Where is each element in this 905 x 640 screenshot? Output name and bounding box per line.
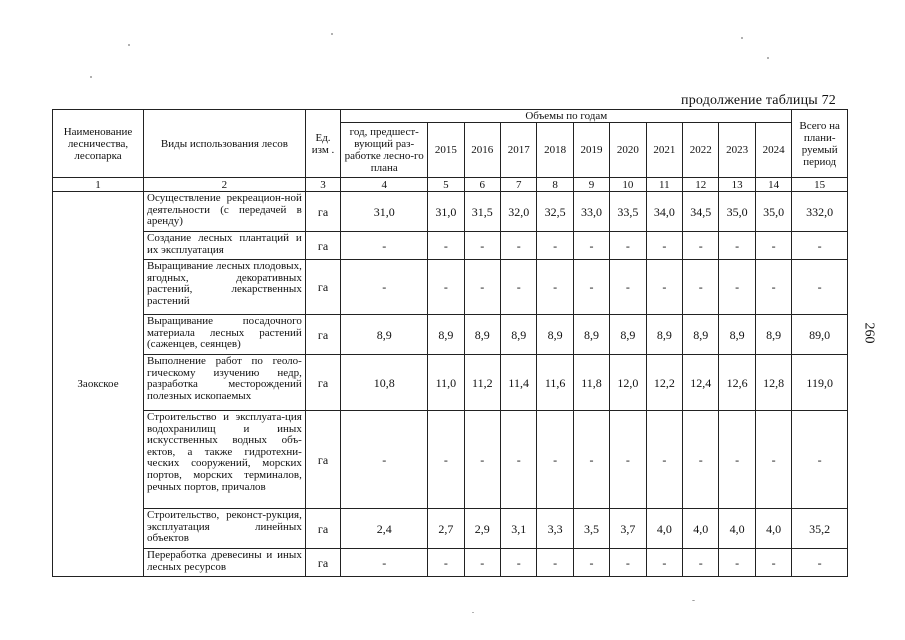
column-index: 13 xyxy=(719,178,755,192)
activity-cell: Строительство, реконст-рукция, эксплуатация линейных объектов xyxy=(144,509,306,549)
year-value-cell: 12,4 xyxy=(683,355,719,411)
total-cell: - xyxy=(792,411,848,509)
year-value-cell: 8,9 xyxy=(683,315,719,355)
year-value-cell: - xyxy=(537,232,573,260)
year-value-cell: - xyxy=(755,260,792,315)
year-value-cell: - xyxy=(464,411,500,509)
header-year: 2022 xyxy=(683,123,719,178)
total-cell: 89,0 xyxy=(792,315,848,355)
year-value-cell: 31,5 xyxy=(464,192,500,232)
page-number: 260 xyxy=(861,322,877,344)
year-value-cell: - xyxy=(646,260,682,315)
activity-cell: Выращивание лесных плодовых, ягодных, декоративных растений, лекарственных растений xyxy=(144,260,306,315)
column-index: 5 xyxy=(428,178,464,192)
year-value-cell: - xyxy=(464,260,500,315)
activity-cell: Осуществление рекреацион-ной деятельности (с передачей в аренду) xyxy=(144,192,306,232)
year-value-cell: 31,0 xyxy=(428,192,464,232)
unit-cell: га xyxy=(305,411,340,509)
base-year-cell: 2,4 xyxy=(341,509,428,549)
year-value-cell: 33,0 xyxy=(573,192,609,232)
column-index: 11 xyxy=(646,178,682,192)
header-year: 2016 xyxy=(464,123,500,178)
year-value-cell: - xyxy=(573,260,609,315)
year-value-cell: - xyxy=(501,549,537,577)
year-value-cell: - xyxy=(464,549,500,577)
total-cell: - xyxy=(792,549,848,577)
year-value-cell: 11,6 xyxy=(537,355,573,411)
header-total: Всего на плани-руемый период xyxy=(792,110,848,178)
year-value-cell: 11,8 xyxy=(573,355,609,411)
year-value-cell: - xyxy=(646,549,682,577)
year-value-cell: 12,2 xyxy=(646,355,682,411)
activity-cell: Выполнение работ по геоло-гическому изучению недр, разработка месторождений полезных ископаемых xyxy=(144,355,306,411)
year-value-cell: 12,6 xyxy=(719,355,755,411)
year-value-cell: 4,0 xyxy=(755,509,792,549)
base-year-cell: - xyxy=(341,549,428,577)
year-value-cell: 12,8 xyxy=(755,355,792,411)
table-row xyxy=(53,260,848,315)
year-value-cell: 11,2 xyxy=(464,355,500,411)
year-value-cell: - xyxy=(683,411,719,509)
year-value-cell: 3,5 xyxy=(573,509,609,549)
year-value-cell: 3,7 xyxy=(610,509,646,549)
forestry-name: Заокское xyxy=(53,192,144,577)
year-value-cell: 11,0 xyxy=(428,355,464,411)
year-value-cell: 33,5 xyxy=(610,192,646,232)
year-value-cell: - xyxy=(755,411,792,509)
scan-speck xyxy=(472,612,474,613)
forest-use-table xyxy=(52,109,848,577)
year-value-cell: - xyxy=(610,260,646,315)
activity-cell: Переработка древесины и иных лесных ресурсов xyxy=(144,549,306,577)
base-year-cell: 10,8 xyxy=(341,355,428,411)
scan-speck xyxy=(741,37,743,39)
column-index: 7 xyxy=(501,178,537,192)
column-index: 12 xyxy=(683,178,719,192)
year-value-cell: 8,9 xyxy=(573,315,609,355)
unit-cell: га xyxy=(305,260,340,315)
year-value-cell: 32,0 xyxy=(501,192,537,232)
base-year-cell: - xyxy=(341,232,428,260)
header-forestry: Наименование лесничества, лесопарка xyxy=(53,110,144,178)
year-value-cell: 2,7 xyxy=(428,509,464,549)
year-value-cell: 11,4 xyxy=(501,355,537,411)
table-caption: продолжение таблицы 72 xyxy=(681,93,836,108)
header-year: 2023 xyxy=(719,123,755,178)
year-value-cell: 8,9 xyxy=(610,315,646,355)
column-index: 3 xyxy=(305,178,340,192)
year-value-cell: - xyxy=(719,260,755,315)
year-value-cell: 8,9 xyxy=(464,315,500,355)
column-index: 1 xyxy=(53,178,144,192)
year-value-cell: 2,9 xyxy=(464,509,500,549)
header-year: 2018 xyxy=(537,123,573,178)
base-year-cell: - xyxy=(341,411,428,509)
total-cell: 35,2 xyxy=(792,509,848,549)
year-value-cell: - xyxy=(610,232,646,260)
table-row xyxy=(53,232,848,260)
year-value-cell: - xyxy=(501,260,537,315)
scan-speck xyxy=(767,57,769,59)
base-year-cell: 31,0 xyxy=(341,192,428,232)
year-value-cell: - xyxy=(537,411,573,509)
year-value-cell: - xyxy=(683,232,719,260)
base-year-cell: 8,9 xyxy=(341,315,428,355)
year-value-cell: - xyxy=(683,260,719,315)
table-row xyxy=(53,549,848,577)
year-value-cell: - xyxy=(537,549,573,577)
unit-cell: га xyxy=(305,509,340,549)
table-row xyxy=(53,192,848,232)
year-value-cell: 8,9 xyxy=(719,315,755,355)
table-row xyxy=(53,509,848,549)
year-value-cell: 4,0 xyxy=(719,509,755,549)
header-year: 2019 xyxy=(573,123,609,178)
activity-cell: Строительство и эксплуата-ция водохранилищ и иных искусственных водных объ-ектов, а также гидротехни-ческих сооружений, морских портов, морских терминалов, речных портов, причалов xyxy=(144,411,306,509)
total-cell: - xyxy=(792,260,848,315)
header-unit: Ед. изм . xyxy=(305,110,340,178)
year-value-cell: - xyxy=(428,260,464,315)
column-index: 6 xyxy=(464,178,500,192)
year-value-cell: - xyxy=(719,411,755,509)
year-value-cell: - xyxy=(610,411,646,509)
header-year: 2015 xyxy=(428,123,464,178)
year-value-cell: - xyxy=(719,232,755,260)
column-index: 9 xyxy=(573,178,609,192)
year-value-cell: 4,0 xyxy=(646,509,682,549)
activity-cell: Выращивание посадочного материала лесных растений (саженцев, сеянцев) xyxy=(144,315,306,355)
total-cell: - xyxy=(792,232,848,260)
year-value-cell: - xyxy=(573,549,609,577)
header-year: 2020 xyxy=(610,123,646,178)
year-value-cell: 8,9 xyxy=(428,315,464,355)
unit-cell: га xyxy=(305,549,340,577)
year-value-cell: - xyxy=(646,232,682,260)
column-index: 4 xyxy=(341,178,428,192)
year-value-cell: 8,9 xyxy=(755,315,792,355)
total-cell: 332,0 xyxy=(792,192,848,232)
scan-speck xyxy=(128,44,130,46)
year-value-cell: - xyxy=(755,232,792,260)
unit-cell: га xyxy=(305,232,340,260)
table-row xyxy=(53,355,848,411)
unit-cell: га xyxy=(305,192,340,232)
scan-speck xyxy=(692,600,695,601)
scan-speck xyxy=(90,76,92,78)
year-value-cell: 3,1 xyxy=(501,509,537,549)
year-value-cell: - xyxy=(610,549,646,577)
year-value-cell: - xyxy=(501,232,537,260)
column-index: 8 xyxy=(537,178,573,192)
column-index: 10 xyxy=(610,178,646,192)
year-value-cell: - xyxy=(428,411,464,509)
column-index: 14 xyxy=(755,178,792,192)
unit-cell: га xyxy=(305,355,340,411)
year-value-cell: - xyxy=(755,549,792,577)
header-base-year: год, предшест-вующий раз-работке лесно-го плана xyxy=(341,123,428,178)
header-volumes-group: Объемы по годам xyxy=(341,110,792,123)
year-value-cell: - xyxy=(428,232,464,260)
year-value-cell: 12,0 xyxy=(610,355,646,411)
unit-cell: га xyxy=(305,315,340,355)
header-activity: Виды использования лесов xyxy=(144,110,306,178)
base-year-cell: - xyxy=(341,260,428,315)
scan-speck xyxy=(331,33,333,35)
year-value-cell: - xyxy=(537,260,573,315)
year-value-cell: - xyxy=(646,411,682,509)
year-value-cell: - xyxy=(464,232,500,260)
year-value-cell: 3,3 xyxy=(537,509,573,549)
year-value-cell: 32,5 xyxy=(537,192,573,232)
year-value-cell: 8,9 xyxy=(537,315,573,355)
year-value-cell: 35,0 xyxy=(755,192,792,232)
year-value-cell: - xyxy=(573,411,609,509)
header-year: 2017 xyxy=(501,123,537,178)
year-value-cell: - xyxy=(573,232,609,260)
year-value-cell: - xyxy=(428,549,464,577)
year-value-cell: - xyxy=(683,549,719,577)
header-year: 2021 xyxy=(646,123,682,178)
year-value-cell: 4,0 xyxy=(683,509,719,549)
year-value-cell: 8,9 xyxy=(646,315,682,355)
total-cell: 119,0 xyxy=(792,355,848,411)
year-value-cell: - xyxy=(501,411,537,509)
header-year: 2024 xyxy=(755,123,792,178)
column-index: 15 xyxy=(792,178,848,192)
table-row xyxy=(53,315,848,355)
year-value-cell: 34,5 xyxy=(683,192,719,232)
activity-cell: Создание лесных плантаций и их эксплуатация xyxy=(144,232,306,260)
year-value-cell: 8,9 xyxy=(501,315,537,355)
table-row xyxy=(53,411,848,509)
year-value-cell: 35,0 xyxy=(719,192,755,232)
column-index: 2 xyxy=(144,178,306,192)
year-value-cell: - xyxy=(719,549,755,577)
year-value-cell: 34,0 xyxy=(646,192,682,232)
